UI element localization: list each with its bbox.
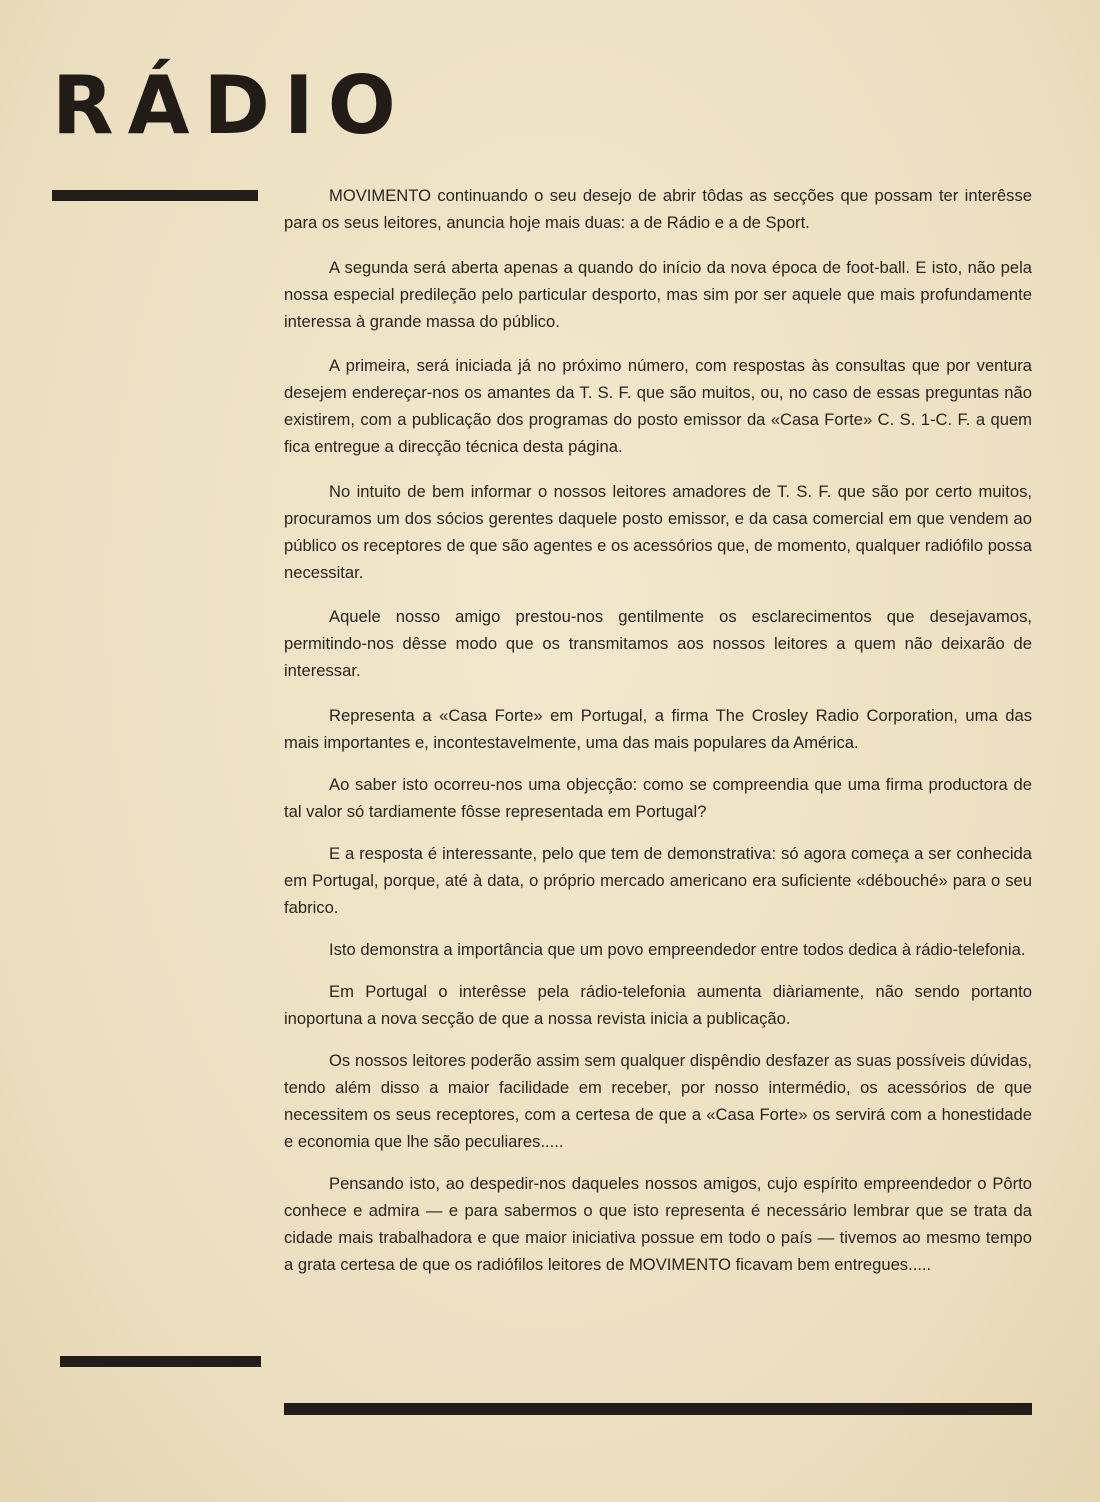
decorative-rule-bottom (284, 1403, 1032, 1415)
article-paragraph: Os nossos leitores poderão assim sem qualquer dispêndio desfazer as suas possíveis dúvidas, tendo além disso a maior facilidade em receber, por nosso intermédio, os acessórios de que necessitem os seus receptores, com a certesa de que a «Casa Forte» os servirá com a honestidade e economia que lhe são peculiares..... (284, 1050, 1032, 1151)
article-paragraph: E a resposta é interessante, pelo que tem de demonstrativa: só agora começa a ser conhecida em Portugal, porque, até à data, o próprio mercado americano era suficiente «débouché» para o seu fabrico. (284, 843, 1032, 917)
decorative-rule-bottom-left (60, 1356, 261, 1367)
article-body (284, 182, 1032, 1293)
article-paragraph: Isto demonstra a importância que um povo empreendedor entre todos dedica à rádio-telefonia. (329, 939, 1026, 959)
decorative-rule-top-left (52, 190, 258, 201)
article-paragraph: A primeira, será iniciada já no próximo número, com respostas às consultas que por ventura desejem endereçar-nos os amantes da T. S. F. que são muitos, ou, no caso de essas preguntas não existirem, com a publicação dos programas do posto emissor da «Casa Forte» C. S. 1-C. F. a quem fica entregue a direcção técnica desta página. (284, 356, 1032, 456)
article-paragraph: No intuito de bem informar o nossos leitores amadores de T. S. F. que são por certo muitos, procuramos um dos sócios gerentes daquele posto emissor, e da casa comercial em que vendem ao público os receptores de que são agentes e os acessórios que, de momento, qualquer radiófilo possa necessitar. (284, 481, 1032, 582)
article-paragraph: Aquele nosso amigo prestou-nos gentilmente os esclarecimentos que desejavamos, permitindo-nos dêsse modo que os transmitamos aos nossos leitores a quem não deixarão de interessar. (284, 607, 1032, 680)
page-title: RÁDIO (52, 59, 410, 152)
article-paragraph: A segunda será aberta apenas a quando do início da nova época de foot-ball. E isto, não pela nossa especial predileção pelo particular desporto, mas sim por ser aquele que mais profundamente interessa à grande massa do público. (284, 257, 1032, 331)
article-paragraph: Representa a «Casa Forte» em Portugal, a firma The Crosley Radio Corporation, uma das mais importantes e, incontestavelmente, uma das mais populares da América. (284, 705, 1032, 752)
article-paragraph: Em Portugal o interêsse pela rádio-telefonia aumenta diàriamente, não sendo portanto inoportuna a nova secção de que a nossa revista inicia a publicação. (284, 981, 1032, 1028)
article-paragraph: Pensando isto, ao despedir-nos daqueles nossos amigos, cujo espírito empreendedor o Pôrto conhece e admira — e para sabermos o que isto representa é necessário lembrar que se trata da cidade mais trabalhadora e que maior iniciativa possue em todo o país — tivemos ao mesmo tempo a grata certesa de que os radiófilos leitores de MOVIMENTO ficavam bem entregues..... (284, 1173, 1032, 1274)
article-paragraph: MOVIMENTO continuando o seu desejo de abrir tôdas as secções que possam ter interêsse para os seus leitores, anuncia hoje mais duas: a de Rádio e a de Sport. (284, 186, 1032, 232)
article-paragraph: Ao saber isto ocorreu-nos uma objecção: como se compreendia que uma firma productora de tal valor só tardiamente fôsse representada em Portugal? (284, 774, 1032, 821)
